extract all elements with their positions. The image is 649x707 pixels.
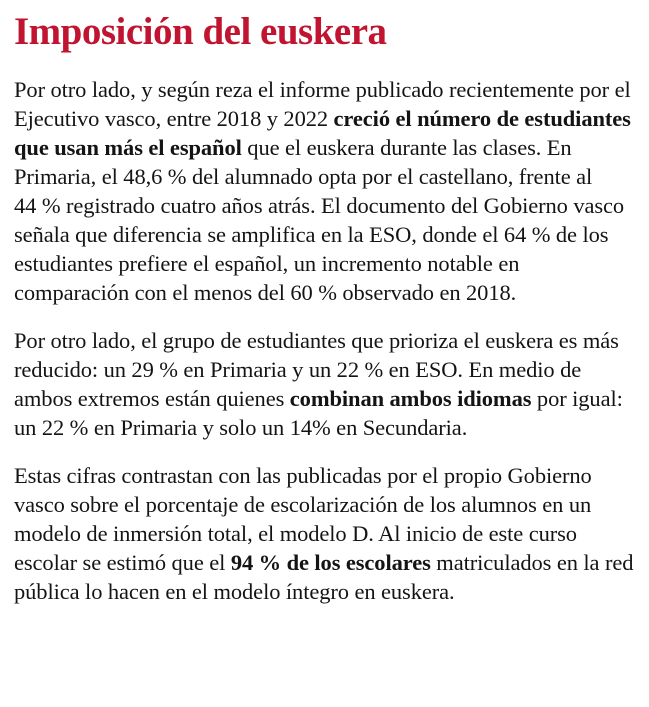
paragraph-run: Por otro lado, el grupo de estudiantes que prioriza el euskera es más reducido: un 29 % en Primaria y un 22 % en ESO. En medio de ambos extremos están quienes [14, 327, 619, 411]
paragraph-run: matriculados en la red pública lo hacen en el modelo íntegro en euskera. [14, 549, 634, 604]
paragraph [14, 326, 636, 442]
paragraph-run: que el euskera durante las clases. En Primaria, el 48,6 % del alumnado opta por el castellano, frente al 44 % registrado cuatro años atrás. El documento del Gobierno vasco señala que diferencia se amplifica en la ESO, donde el 64 % de los estudiantes prefiere el español, un incremento notable en comparación con el menos del 60 % observado en 2018. [14, 134, 625, 305]
paragraph-run: por igual: un 22 % en Primaria y solo un 14% en Secundaria. [14, 385, 623, 440]
paragraph-bold-run: combinan ambos idiomas [289, 385, 532, 411]
paragraph-run: Por otro lado, y según reza el informe publicado recientemente por el Ejecutivo vasco, entre 2018 y 2022 [14, 76, 631, 131]
paragraph-bold-run: 94 % de los escolares [230, 549, 431, 575]
paragraph [14, 461, 636, 606]
article-title: Imposición del euskera [14, 10, 387, 53]
paragraph-run: Estas cifras contrastan con las publicadas por el propio Gobierno vasco sobre el porcentaje de escolarización de los alumnos en un modelo de inmersión total, el modelo D. Al inicio de este curso escolar se estimó que el [14, 462, 592, 575]
article-body [14, 75, 636, 606]
paragraph-bold-run: creció el número de estudiantes que usan más el español [14, 105, 631, 160]
paragraph [14, 75, 636, 307]
